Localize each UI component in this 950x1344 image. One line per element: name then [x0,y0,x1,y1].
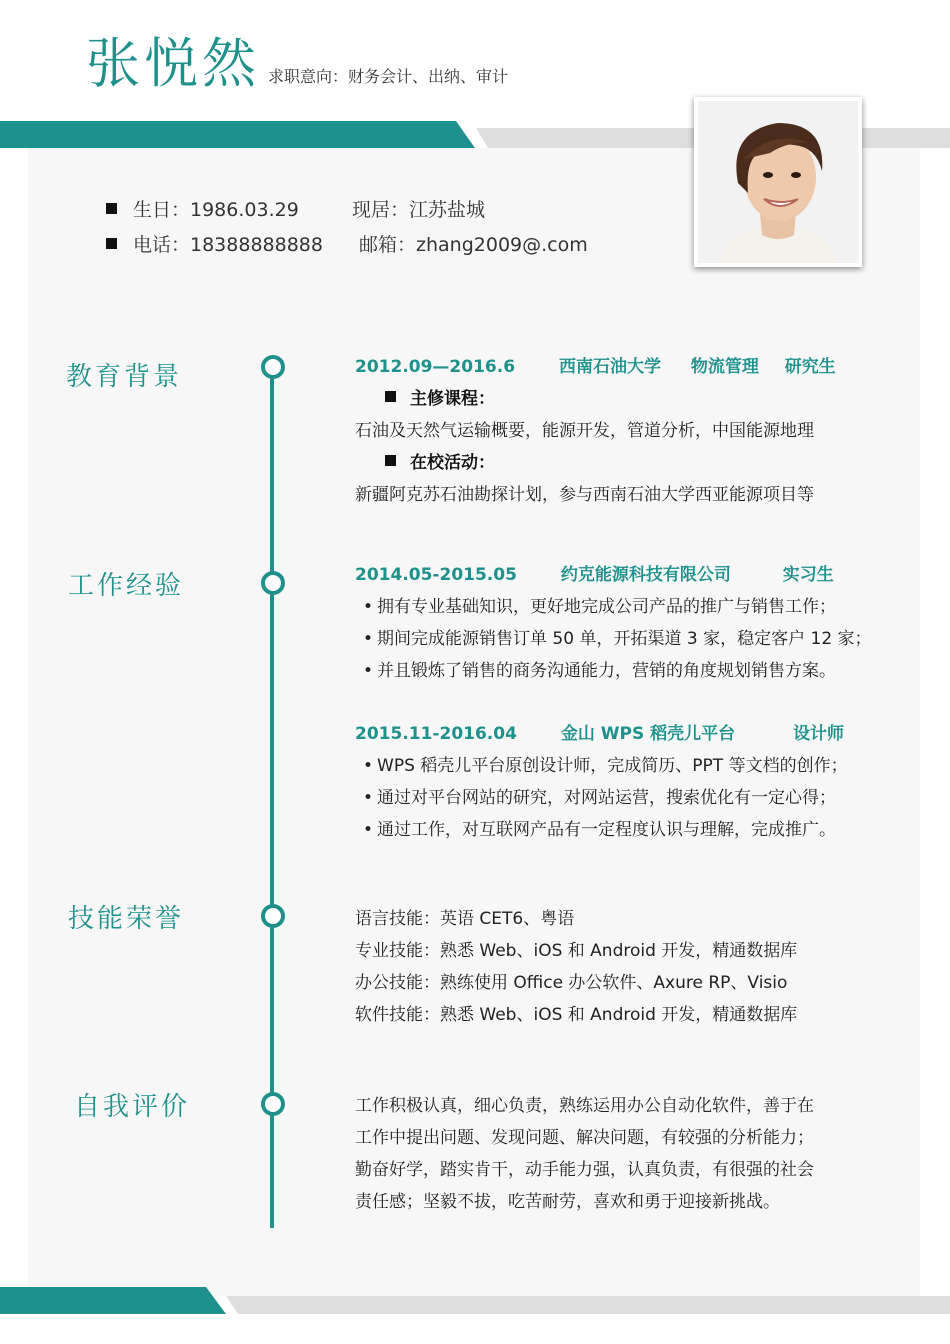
square-bullet-icon [385,391,396,402]
birthday-text: 生日：1986.03.29 [133,199,299,221]
phone-text: 电话：18388888888 [133,234,323,256]
profile-photo [694,97,862,267]
job-company: 金山 WPS 稻壳儿平台 [560,724,736,744]
avatar-illustration [698,101,858,263]
education-header [355,352,836,377]
activities-label-row [385,448,495,473]
self-eval-line: 责任感；坚毅不拔，吃苦耐劳，喜欢和勇于迎接新挑战。 [355,1192,780,1212]
list-item: • 通过工作，对互联网产品有一定程度认识与理解，完成推广。 [363,820,837,840]
section-title-self-eval: 自我评价 [74,1092,191,1122]
footer-band-accent [0,1287,226,1314]
list-item: • 并且锻炼了销售的商务沟通能力，营销的角度规划销售方案。 [363,661,837,681]
courses-text: 石油及天然气运输概要，能源开发，管道分析，中国能源地理 [355,421,814,441]
candidate-name: 张悦然 [86,32,260,95]
square-bullet-icon [385,455,396,466]
square-bullet-icon [106,203,117,214]
section-title-skills: 技能荣誉 [68,904,185,934]
activities-text: 新疆阿克苏石油勘探计划，参与西南石油大学西亚能源项目等 [355,485,814,505]
residence-text: 现居：江苏盐城 [352,199,486,221]
courses-label-row [385,384,495,409]
skill-item: 语言技能：英语 CET6、粤语 [355,909,575,929]
job-role: 设计师 [793,724,845,744]
job-period: 2015.11-2016.04 [355,724,517,744]
skill-item: 办公技能：熟练使用 Office 办公软件、Axure RP、Visio [355,973,788,993]
job-company: 约克能源科技有限公司 [560,565,731,585]
header-band-accent [0,121,475,148]
job-header [355,560,834,585]
timeline-node-icon [261,571,285,595]
self-eval-line: 工作中提出问题、发现问题、解决问题，有较强的分析能力； [355,1128,814,1148]
courses-label: 主修课程： [410,389,495,409]
square-bullet-icon [106,238,117,249]
education-degree: 研究生 [784,357,836,377]
email-text: 邮箱：zhang2009@.com [359,234,588,256]
list-item: • 拥有专业基础知识，更好地完成公司产品的推广与销售工作； [363,597,837,617]
section-title-education: 教育背景 [66,362,183,392]
timeline-node-icon [261,904,285,928]
list-item: • 期间完成能源销售订单 50 单，开拓渠道 3 家，稳定客户 12 家； [363,629,872,649]
job-role: 实习生 [782,565,834,585]
activities-label: 在校活动： [410,453,495,473]
footer-band-grey [226,1296,950,1314]
job-intent: 求职意向：财务会计、出纳、审计 [268,67,509,86]
section-title-experience: 工作经验 [68,571,185,601]
skill-item: 软件技能：熟悉 Web、iOS 和 Android 开发，精通数据库 [355,1005,798,1025]
list-item: • WPS 稻壳儿平台原创设计师，完成简历、PPT 等文档的创作； [363,756,848,776]
job-header [355,719,844,744]
education-major: 物流管理 [690,357,759,377]
timeline-node-icon [261,1092,285,1116]
birthday-row [106,195,299,222]
self-eval-line: 工作积极认真，细心负责，熟练运用办公自动化软件，善于在 [355,1096,814,1116]
list-item: • 通过对平台网站的研究，对网站运营，搜索优化有一定心得； [363,788,837,808]
timeline-node-icon [261,355,285,379]
education-period: 2012.09—2016.6 [355,357,516,377]
education-school: 西南石油大学 [558,357,661,377]
skill-item: 专业技能：熟悉 Web、iOS 和 Android 开发，精通数据库 [355,941,798,961]
self-eval-line: 勤奋好学，踏实肯干，动手能力强，认真负责，有很强的社会 [355,1160,814,1180]
phone-row [106,230,323,257]
job-period: 2014.05-2015.05 [355,565,517,585]
